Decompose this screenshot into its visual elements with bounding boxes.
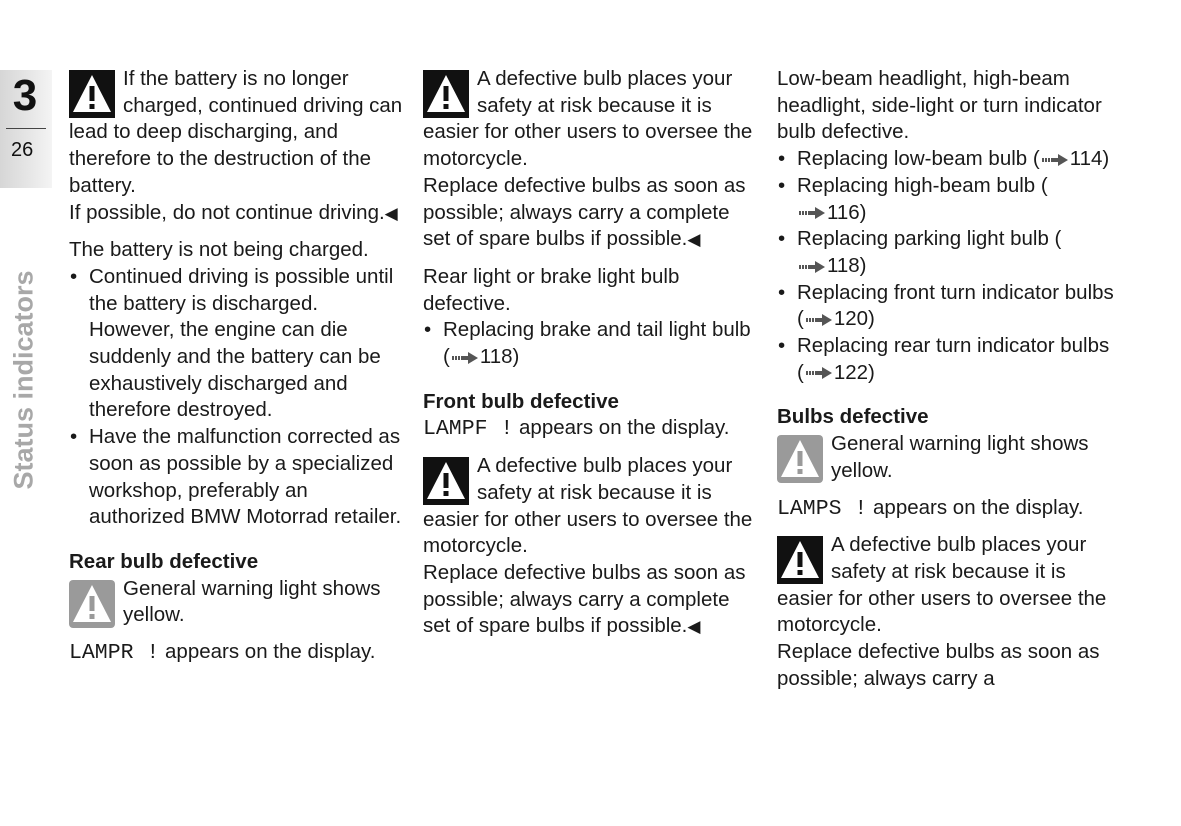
list-item — [423, 317, 753, 370]
rear-light-bullets — [423, 317, 753, 370]
display-code: LAMPS ! — [777, 496, 868, 521]
rear-light-text: General warning light shows yellow. — [123, 576, 381, 627]
page-reference-arrow-icon — [452, 352, 478, 364]
page-reference[interactable]: 120) — [833, 307, 875, 331]
page-reference[interactable]: 118) — [827, 253, 867, 277]
bulb-warning-follow: Replace defective bulbs as soon as possible; always carry a — [777, 640, 1100, 690]
page-reference-arrow-icon — [799, 207, 825, 219]
page-reference[interactable]: 116) — [827, 200, 867, 224]
page-reference-arrow-icon — [806, 367, 832, 379]
bulb-warning-follow: Replace defective bulbs as soon as possible; always carry a complete set of spare bulbs if possible. — [423, 173, 746, 251]
front-light-bullets — [777, 146, 1117, 386]
bulbs-defective-heading: Bulbs defective — [777, 405, 929, 429]
page-number: 26 — [11, 139, 34, 161]
display-code-text: appears on the display. — [159, 640, 376, 664]
bulb-warning-2 — [423, 453, 753, 560]
chapter-number: 3 — [12, 71, 38, 120]
page-reference-arrow-icon — [1042, 154, 1068, 166]
bulb-warning-text: A defective bulb places your safety at risk because it is easier for other users to oversee the motorcycle. — [423, 454, 753, 558]
bulb-warning-3 — [777, 532, 1117, 639]
warning-triangle-icon — [423, 70, 469, 118]
page-reference[interactable]: 122) — [833, 360, 875, 384]
rear-bulb-heading: Rear bulb defective — [69, 549, 259, 573]
list-item — [777, 280, 1117, 333]
list-item — [777, 146, 1117, 173]
display-code-text: appears on the display. — [513, 416, 730, 440]
bullet-label: Replacing front turn indicator bulbs ( — [797, 280, 1114, 331]
list-item: • Continued driving is possible until the battery is discharged. However, the engine can die suddenly and the battery can be exhaustively discharged and therefore destroyed. — [69, 264, 409, 424]
column-2 — [423, 66, 753, 641]
warning-triangle-icon — [69, 70, 115, 118]
page-reference-arrow-icon — [806, 314, 832, 326]
list-item — [777, 226, 1117, 279]
general-warning-light-icon — [69, 580, 115, 628]
rear-light-intro: Rear light or brake light bulb defective. — [423, 264, 680, 315]
section-title: Status indicators — [8, 270, 39, 490]
battery-warning — [69, 66, 409, 200]
bulb-warning-text: A defective bulb places your safety at risk because it is easier for other users to oversee the motorcycle. — [777, 533, 1107, 637]
display-code: LAMPF ! — [423, 417, 514, 442]
list-item — [777, 173, 1117, 226]
bulbs-light-text: General warning light shows yellow. — [831, 432, 1089, 482]
battery-intro: The battery is not being charged. — [69, 238, 369, 262]
front-light-intro: Low-beam headlight, high-beam headlight, side-light or turn indicator bulb defective. — [777, 67, 1102, 144]
display-code-text: appears on the display. — [867, 495, 1084, 519]
bulb-warning — [423, 66, 753, 173]
battery-warning-text: If the battery is no longer charged, continued driving can lead to deep discharging, and therefore to the destruction of the battery. — [69, 67, 403, 197]
chapter-divider — [6, 128, 46, 129]
column-3 — [777, 66, 1117, 692]
bullet-label: Replacing low-beam bulb ( — [797, 147, 1040, 171]
bulb-warning-text: A defective bulb places your safety at risk because it is easier for other users to oversee the motorcycle. — [423, 67, 753, 171]
battery-bullets — [69, 264, 409, 531]
bullet-label: Replacing parking light bulb ( — [797, 227, 1062, 251]
warning-triangle-icon — [423, 457, 469, 505]
column-1 — [69, 66, 409, 667]
general-warning-light-icon — [777, 435, 823, 483]
display-code: LAMPR ! — [69, 641, 160, 666]
bullet-label: Replacing brake and tail light bulb ( — [443, 318, 751, 369]
bulbs-light-note — [777, 431, 1117, 484]
list-item — [777, 333, 1117, 386]
end-marker-icon: ◀ — [384, 203, 398, 223]
warning-triangle-icon — [777, 536, 823, 584]
rear-light-note — [69, 576, 409, 629]
bullet-label: Replacing high-beam bulb ( — [797, 173, 1048, 197]
list-item: • Have the malfunction corrected as soon as possible by a specialized workshop, preferably an authorized BMW Motorrad retailer. — [69, 424, 409, 531]
end-marker-icon: ◀ — [687, 617, 701, 637]
battery-warning-follow: If possible, do not continue driving. — [69, 200, 385, 224]
page-reference-arrow-icon — [799, 261, 825, 273]
bullet-label: Replacing rear turn indicator bulbs ( — [797, 334, 1110, 384]
bulb-warning-follow: Replace defective bulbs as soon as possible; always carry a complete set of spare bulbs if possible. — [423, 560, 746, 638]
end-marker-icon: ◀ — [687, 230, 701, 250]
page-reference[interactable]: 114) — [1069, 147, 1110, 171]
front-bulb-heading: Front bulb defective — [423, 389, 619, 413]
page-reference[interactable]: 118) — [479, 345, 520, 369]
